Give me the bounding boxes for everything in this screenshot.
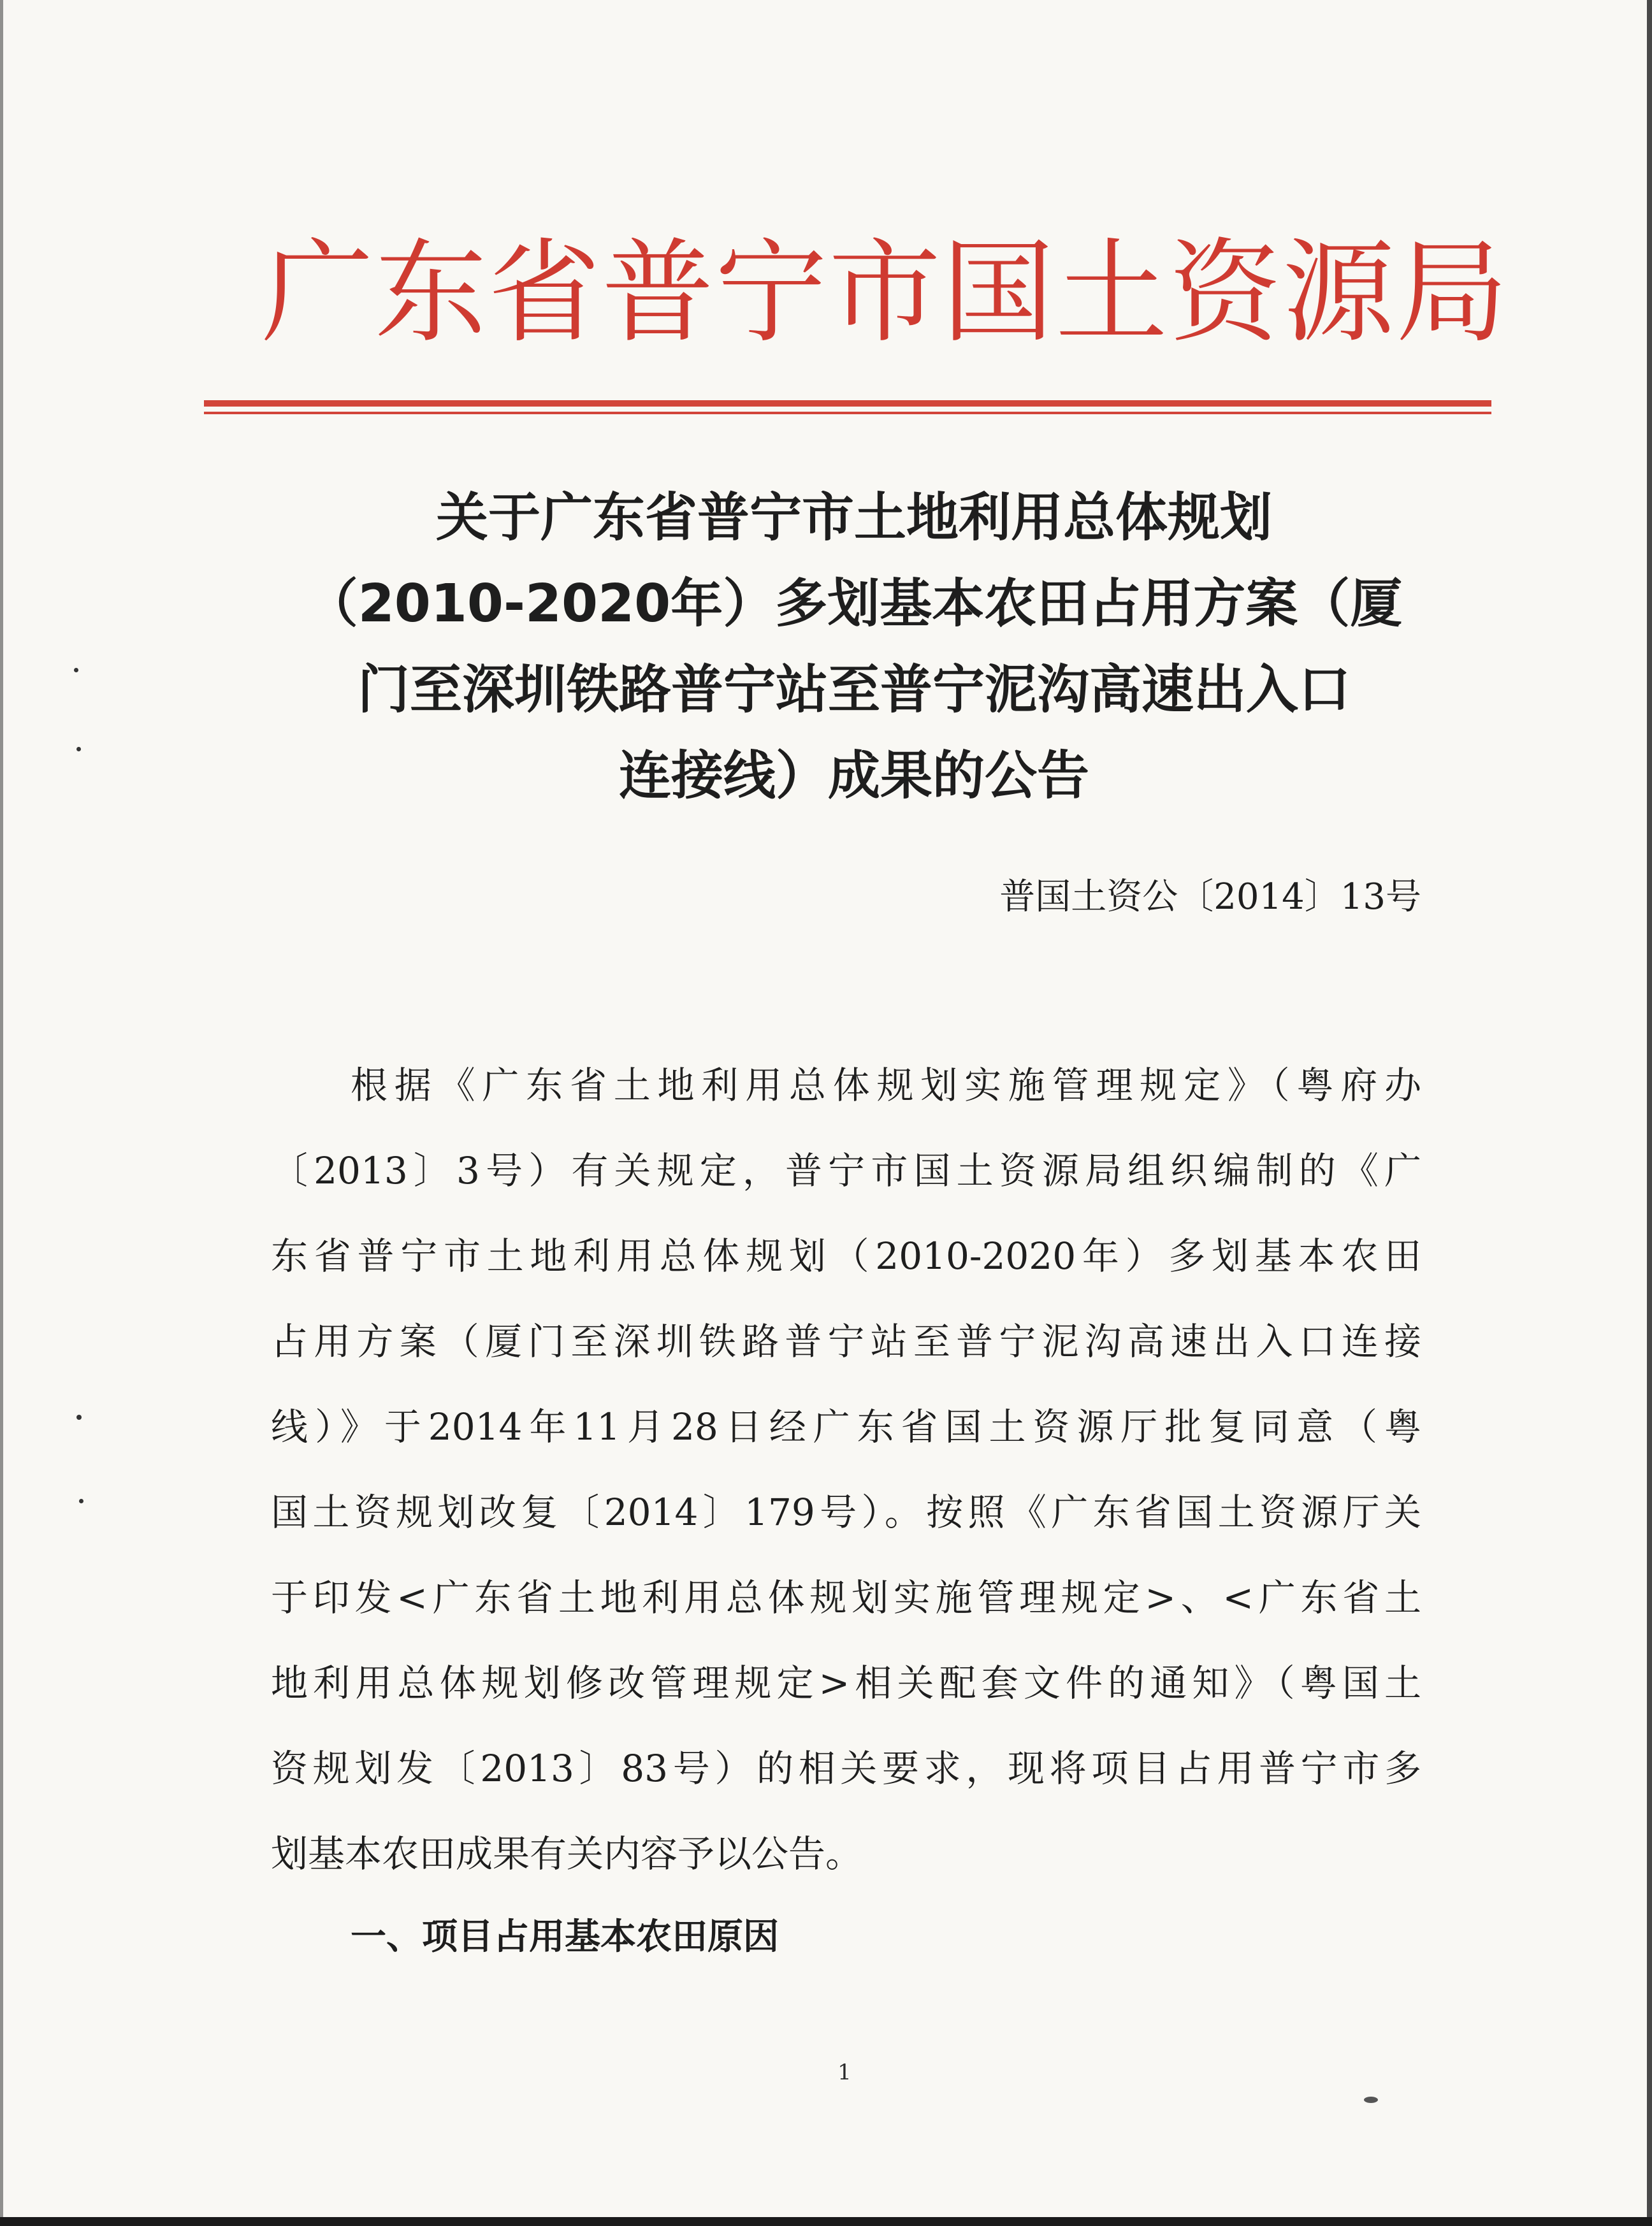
body-line: 地利用总体规划修改管理规定>相关配套文件的通知》（粤国土: [271, 1661, 1421, 1705]
section-heading: 一、项目占用基本农田原因: [351, 1916, 779, 1958]
scan-speck: [74, 668, 78, 672]
scan-speck: [79, 1499, 83, 1503]
body-line: 线）》于2014年11月28日经广东省国土资源厅批复同意（粤: [271, 1405, 1421, 1449]
body-line: 根据《广东省土地利用总体规划实施管理规定》（粤府办: [351, 1064, 1421, 1107]
scan-edge-bottom: [0, 2217, 1652, 2226]
scan-edge-right: [1647, 0, 1652, 2226]
document-title: [268, 475, 1440, 819]
title-line: 连接线）成果的公告: [618, 746, 1089, 806]
title-line: 关于广东省普宁市土地利用总体规划: [435, 488, 1272, 548]
body-line: 资规划发〔2013〕83号）的相关要求，现将项目占用普宁市多: [271, 1747, 1421, 1790]
document-number: 普国土资公〔2014〕13号: [999, 876, 1421, 918]
title-line: （2010-2020年）多划基本农田占用方案（厦: [305, 574, 1403, 634]
title-line: 门至深圳铁路普宁站至普宁泥沟高速出入口: [357, 660, 1351, 720]
body-line: 东省普宁市土地利用总体规划（2010-2020年）多划基本农田: [271, 1234, 1421, 1278]
header-divider-thick: [204, 400, 1491, 407]
organization-header: 广东省普宁市国土资源局: [261, 228, 1510, 358]
body-line: 〔2013〕3号）有关规定，普宁市国土资源局组织编制的《广: [271, 1149, 1421, 1192]
scan-speck: [1364, 2097, 1378, 2103]
body-line: 占用方案（厦门至深圳铁路普宁站至普宁泥沟高速出入口连接: [271, 1320, 1421, 1363]
header-divider-thin: [204, 412, 1491, 414]
body-line: 国土资规划改复〔2014〕179号）。按照《广东省国土资源厅关: [271, 1491, 1421, 1534]
body-line: 于印发<广东省土地利用总体规划实施管理规定>、<广东省土: [271, 1576, 1421, 1619]
page-number: 1: [837, 2060, 851, 2085]
scan-speck: [76, 747, 81, 751]
scan-speck: [76, 1415, 82, 1420]
scan-edge-left: [0, 0, 3, 2226]
body-line: 划基本农田成果有关内容予以公告。: [271, 1832, 863, 1875]
body-paragraph: [271, 1043, 1421, 1897]
